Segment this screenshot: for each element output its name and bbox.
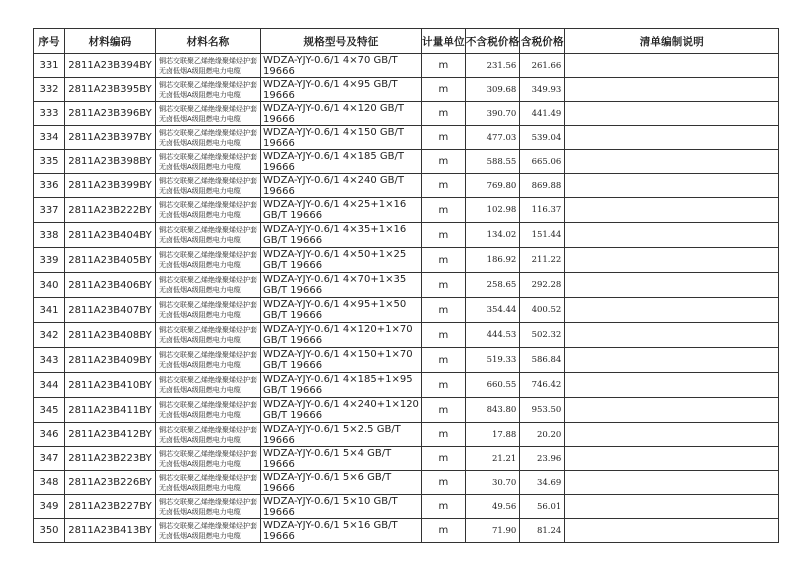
cell-price-in-tax: 349.93 <box>520 78 565 102</box>
cell-note <box>565 398 779 423</box>
cell-price-ex-tax: 231.56 <box>465 54 520 78</box>
cell-note <box>565 471 779 495</box>
header-no: 序号 <box>34 29 65 54</box>
header-row <box>34 29 779 54</box>
cell-note <box>565 248 779 273</box>
cell-material-code: 2811A23B222BY <box>65 198 156 223</box>
cell-price-ex-tax: 186.92 <box>465 248 520 273</box>
cell-price-in-tax: 34.69 <box>520 471 565 495</box>
cell-price-ex-tax: 102.98 <box>465 198 520 223</box>
header-price-in: 含税价格 <box>520 29 565 54</box>
cell-spec: WDZA-YJY-0.6/1 4×70+1×35 GB/T 19666 <box>261 273 422 298</box>
cell-no: 342 <box>34 323 65 348</box>
cell-spec: WDZA-YJY-0.6/1 4×120+1×70 GB/T 19666 <box>261 323 422 348</box>
cell-spec: WDZA-YJY-0.6/1 4×120 GB/T 19666 <box>261 102 422 126</box>
cell-no: 348 <box>34 471 65 495</box>
cell-material-code: 2811A23B409BY <box>65 348 156 373</box>
cell-price-ex-tax: 769.80 <box>465 174 520 198</box>
cell-spec: WDZA-YJY-0.6/1 4×70 GB/T 19666 <box>261 54 422 78</box>
cell-note <box>565 373 779 398</box>
cell-spec: WDZA-YJY-0.6/1 4×150+1×70 GB/T 19666 <box>261 348 422 373</box>
cell-price-in-tax: 20.20 <box>520 423 565 447</box>
table-row <box>34 198 779 223</box>
cell-no: 344 <box>34 373 65 398</box>
cell-price-in-tax: 746.42 <box>520 373 565 398</box>
cell-unit: m <box>422 423 466 447</box>
cell-spec: WDZA-YJY-0.6/1 4×185 GB/T 19666 <box>261 150 422 174</box>
cell-unit: m <box>422 323 466 348</box>
cell-material-name: 铜芯交联聚乙烯绝缘聚烯烃护套无卤低烟A级阻燃电力电缆 <box>156 348 261 373</box>
cell-note <box>565 54 779 78</box>
table-row <box>34 495 779 519</box>
cell-unit: m <box>422 54 466 78</box>
cell-material-code: 2811A23B410BY <box>65 373 156 398</box>
cell-unit: m <box>422 398 466 423</box>
cell-material-name: 铜芯交联聚乙烯绝缘聚烯烃护套无卤低烟A级阻燃电力电缆 <box>156 78 261 102</box>
cell-unit: m <box>422 495 466 519</box>
cell-price-in-tax: 151.44 <box>520 223 565 248</box>
table-row <box>34 423 779 447</box>
cell-material-name: 铜芯交联聚乙烯绝缘聚烯烃护套无卤低烟A级阻燃电力电缆 <box>156 102 261 126</box>
cell-note <box>565 495 779 519</box>
cell-price-in-tax: 292.28 <box>520 273 565 298</box>
cell-price-in-tax: 953.50 <box>520 398 565 423</box>
cell-spec: WDZA-YJY-0.6/1 5×16 GB/T 19666 <box>261 519 422 543</box>
cell-no: 337 <box>34 198 65 223</box>
table-header <box>34 29 779 54</box>
cell-price-in-tax: 400.52 <box>520 298 565 323</box>
cell-material-name: 铜芯交联聚乙烯绝缘聚烯烃护套无卤低烟A级阻燃电力电缆 <box>156 54 261 78</box>
cell-material-name: 铜芯交联聚乙烯绝缘聚烯烃护套无卤低烟A级阻燃电力电缆 <box>156 398 261 423</box>
cell-material-code: 2811A23B395BY <box>65 78 156 102</box>
cell-no: 335 <box>34 150 65 174</box>
cell-note <box>565 126 779 150</box>
cell-price-in-tax: 665.06 <box>520 150 565 174</box>
cell-note <box>565 223 779 248</box>
cell-material-name: 铜芯交联聚乙烯绝缘聚烯烃护套无卤低烟A级阻燃电力电缆 <box>156 495 261 519</box>
cell-price-ex-tax: 588.55 <box>465 150 520 174</box>
cell-note <box>565 423 779 447</box>
cell-spec: WDZA-YJY-0.6/1 5×2.5 GB/T 19666 <box>261 423 422 447</box>
cell-material-code: 2811A23B411BY <box>65 398 156 423</box>
cell-note <box>565 150 779 174</box>
cell-spec: WDZA-YJY-0.6/1 4×240 GB/T 19666 <box>261 174 422 198</box>
table-row <box>34 447 779 471</box>
table-row <box>34 323 779 348</box>
table-row <box>34 150 779 174</box>
cell-spec: WDZA-YJY-0.6/1 4×185+1×95 GB/T 19666 <box>261 373 422 398</box>
cell-no: 336 <box>34 174 65 198</box>
cell-price-in-tax: 869.88 <box>520 174 565 198</box>
cell-no: 341 <box>34 298 65 323</box>
cell-price-ex-tax: 660.55 <box>465 373 520 398</box>
cell-price-ex-tax: 390.70 <box>465 102 520 126</box>
cell-price-ex-tax: 49.56 <box>465 495 520 519</box>
table-row <box>34 373 779 398</box>
table-row <box>34 273 779 298</box>
cell-note <box>565 519 779 543</box>
cell-material-name: 铜芯交联聚乙烯绝缘聚烯烃护套无卤低烟A级阻燃电力电缆 <box>156 423 261 447</box>
header-name: 材料名称 <box>156 29 261 54</box>
cell-material-code: 2811A23B413BY <box>65 519 156 543</box>
cell-note <box>565 273 779 298</box>
cell-price-ex-tax: 258.65 <box>465 273 520 298</box>
cell-note <box>565 174 779 198</box>
header-spec: 规格型号及特征 <box>261 29 422 54</box>
cell-material-code: 2811A23B412BY <box>65 423 156 447</box>
header-unit: 计量单位 <box>422 29 466 54</box>
cell-material-code: 2811A23B394BY <box>65 54 156 78</box>
cell-price-in-tax: 81.24 <box>520 519 565 543</box>
cell-material-name: 铜芯交联聚乙烯绝缘聚烯烃护套无卤低烟A级阻燃电力电缆 <box>156 471 261 495</box>
cell-price-ex-tax: 477.03 <box>465 126 520 150</box>
cell-unit: m <box>422 373 466 398</box>
cell-price-in-tax: 441.49 <box>520 102 565 126</box>
table-body <box>34 54 779 543</box>
cell-spec: WDZA-YJY-0.6/1 4×25+1×16 GB/T 19666 <box>261 198 422 223</box>
cell-price-ex-tax: 71.90 <box>465 519 520 543</box>
table-row <box>34 398 779 423</box>
cell-spec: WDZA-YJY-0.6/1 4×95 GB/T 19666 <box>261 78 422 102</box>
cell-material-code: 2811A23B397BY <box>65 126 156 150</box>
cell-no: 331 <box>34 54 65 78</box>
cell-unit: m <box>422 223 466 248</box>
cell-material-name: 铜芯交联聚乙烯绝缘聚烯烃护套无卤低烟A级阻燃电力电缆 <box>156 447 261 471</box>
cell-unit: m <box>422 126 466 150</box>
cell-note <box>565 102 779 126</box>
cell-price-in-tax: 116.37 <box>520 198 565 223</box>
cell-price-ex-tax: 309.68 <box>465 78 520 102</box>
cell-material-code: 2811A23B404BY <box>65 223 156 248</box>
cell-spec: WDZA-YJY-0.6/1 4×240+1×120 GB/T 19666 <box>261 398 422 423</box>
cell-no: 334 <box>34 126 65 150</box>
cell-unit: m <box>422 471 466 495</box>
cell-price-ex-tax: 30.70 <box>465 471 520 495</box>
cell-material-code: 2811A23B398BY <box>65 150 156 174</box>
cell-spec: WDZA-YJY-0.6/1 4×35+1×16 GB/T 19666 <box>261 223 422 248</box>
cell-unit: m <box>422 174 466 198</box>
header-price-ex: 不含税价格 <box>465 29 520 54</box>
cell-price-ex-tax: 444.53 <box>465 323 520 348</box>
cell-no: 349 <box>34 495 65 519</box>
table-row <box>34 174 779 198</box>
cell-no: 333 <box>34 102 65 126</box>
cell-material-code: 2811A23B396BY <box>65 102 156 126</box>
cell-material-name: 铜芯交联聚乙烯绝缘聚烯烃护套无卤低烟A级阻燃电力电缆 <box>156 198 261 223</box>
cell-material-code: 2811A23B227BY <box>65 495 156 519</box>
cell-price-in-tax: 502.32 <box>520 323 565 348</box>
cell-note <box>565 348 779 373</box>
cell-no: 340 <box>34 273 65 298</box>
material-price-table <box>33 28 779 543</box>
cell-no: 338 <box>34 223 65 248</box>
cell-price-in-tax: 23.96 <box>520 447 565 471</box>
cell-unit: m <box>422 348 466 373</box>
cell-material-code: 2811A23B226BY <box>65 471 156 495</box>
table-row <box>34 78 779 102</box>
cell-unit: m <box>422 248 466 273</box>
cell-price-ex-tax: 519.33 <box>465 348 520 373</box>
cell-unit: m <box>422 273 466 298</box>
cell-no: 346 <box>34 423 65 447</box>
cell-unit: m <box>422 102 466 126</box>
cell-no: 343 <box>34 348 65 373</box>
cell-unit: m <box>422 519 466 543</box>
cell-price-ex-tax: 134.02 <box>465 223 520 248</box>
cell-note <box>565 447 779 471</box>
cell-note <box>565 78 779 102</box>
cell-spec: WDZA-YJY-0.6/1 5×4 GB/T 19666 <box>261 447 422 471</box>
cell-spec: WDZA-YJY-0.6/1 4×50+1×25 GB/T 19666 <box>261 248 422 273</box>
cell-material-name: 铜芯交联聚乙烯绝缘聚烯烃护套无卤低烟A级阻燃电力电缆 <box>156 248 261 273</box>
table-row <box>34 471 779 495</box>
cell-no: 345 <box>34 398 65 423</box>
table-row <box>34 126 779 150</box>
header-code: 材料编码 <box>65 29 156 54</box>
cell-material-name: 铜芯交联聚乙烯绝缘聚烯烃护套无卤低烟A级阻燃电力电缆 <box>156 273 261 298</box>
cell-unit: m <box>422 78 466 102</box>
cell-material-name: 铜芯交联聚乙烯绝缘聚烯烃护套无卤低烟A级阻燃电力电缆 <box>156 298 261 323</box>
cell-price-ex-tax: 21.21 <box>465 447 520 471</box>
cell-price-in-tax: 586.84 <box>520 348 565 373</box>
cell-note <box>565 298 779 323</box>
cell-no: 339 <box>34 248 65 273</box>
cell-material-name: 铜芯交联聚乙烯绝缘聚烯烃护套无卤低烟A级阻燃电力电缆 <box>156 126 261 150</box>
cell-price-in-tax: 261.66 <box>520 54 565 78</box>
cell-material-code: 2811A23B223BY <box>65 447 156 471</box>
cell-price-in-tax: 539.04 <box>520 126 565 150</box>
cell-note <box>565 198 779 223</box>
table-row <box>34 102 779 126</box>
cell-no: 350 <box>34 519 65 543</box>
cell-spec: WDZA-YJY-0.6/1 4×95+1×50 GB/T 19666 <box>261 298 422 323</box>
price-list-sheet <box>33 28 779 543</box>
cell-material-name: 铜芯交联聚乙烯绝缘聚烯烃护套无卤低烟A级阻燃电力电缆 <box>156 373 261 398</box>
cell-unit: m <box>422 150 466 174</box>
cell-spec: WDZA-YJY-0.6/1 4×150 GB/T 19666 <box>261 126 422 150</box>
cell-material-name: 铜芯交联聚乙烯绝缘聚烯烃护套无卤低烟A级阻燃电力电缆 <box>156 223 261 248</box>
cell-material-code: 2811A23B405BY <box>65 248 156 273</box>
cell-material-code: 2811A23B407BY <box>65 298 156 323</box>
header-note: 清单编制说明 <box>565 29 779 54</box>
table-row <box>34 248 779 273</box>
cell-no: 347 <box>34 447 65 471</box>
cell-material-code: 2811A23B408BY <box>65 323 156 348</box>
cell-unit: m <box>422 447 466 471</box>
cell-price-in-tax: 211.22 <box>520 248 565 273</box>
cell-spec: WDZA-YJY-0.6/1 5×10 GB/T 19666 <box>261 495 422 519</box>
cell-price-in-tax: 56.01 <box>520 495 565 519</box>
cell-material-name: 铜芯交联聚乙烯绝缘聚烯烃护套无卤低烟A级阻燃电力电缆 <box>156 150 261 174</box>
cell-no: 332 <box>34 78 65 102</box>
cell-price-ex-tax: 354.44 <box>465 298 520 323</box>
cell-material-name: 铜芯交联聚乙烯绝缘聚烯烃护套无卤低烟A级阻燃电力电缆 <box>156 519 261 543</box>
cell-price-ex-tax: 843.80 <box>465 398 520 423</box>
cell-unit: m <box>422 198 466 223</box>
table-row <box>34 298 779 323</box>
cell-material-code: 2811A23B399BY <box>65 174 156 198</box>
cell-unit: m <box>422 298 466 323</box>
cell-material-name: 铜芯交联聚乙烯绝缘聚烯烃护套无卤低烟A级阻燃电力电缆 <box>156 323 261 348</box>
table-row <box>34 519 779 543</box>
cell-material-code: 2811A23B406BY <box>65 273 156 298</box>
cell-material-name: 铜芯交联聚乙烯绝缘聚烯烃护套无卤低烟A级阻燃电力电缆 <box>156 174 261 198</box>
table-row <box>34 223 779 248</box>
cell-price-ex-tax: 17.88 <box>465 423 520 447</box>
table-row <box>34 348 779 373</box>
table-row <box>34 54 779 78</box>
cell-spec: WDZA-YJY-0.6/1 5×6 GB/T 19666 <box>261 471 422 495</box>
cell-note <box>565 323 779 348</box>
